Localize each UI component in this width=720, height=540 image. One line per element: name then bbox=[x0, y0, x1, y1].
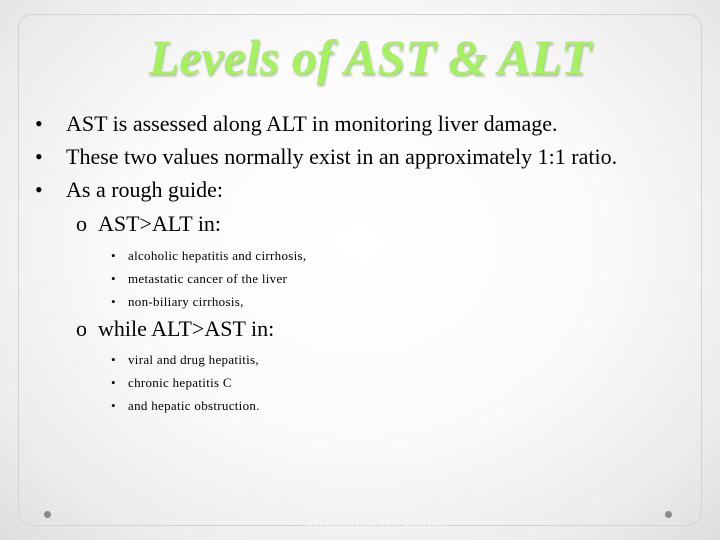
sub-bullet-text: while ALT>AST in: bbox=[98, 316, 275, 341]
nested-bullet-text: viral and drug hepatitis, bbox=[128, 352, 259, 367]
nested-bullet-text: alcoholic hepatitis and cirrhosis, bbox=[128, 248, 307, 263]
nested-bullet-marker: • bbox=[111, 271, 116, 286]
nested-bullet-marker: • bbox=[111, 294, 116, 309]
nested-bullet-text: and hepatic obstruction. bbox=[128, 398, 260, 413]
nested-bullet-marker: • bbox=[111, 352, 116, 367]
bullet-text: These two values normally exist in an approximately 1:1 ratio. bbox=[66, 144, 618, 169]
sub-bullet-marker: o bbox=[76, 316, 87, 341]
bullet-marker: • bbox=[35, 177, 43, 202]
slide-frame bbox=[18, 14, 702, 526]
slide-title: Levels of AST & ALT bbox=[148, 29, 592, 85]
bullet-marker: • bbox=[35, 144, 43, 169]
nested-bullet-text: metastatic cancer of the liver bbox=[128, 271, 288, 286]
bullet-text: AST is assessed along ALT in monitoring liver damage. bbox=[66, 111, 558, 136]
nested-bullet-text: non-biliary cirrhosis, bbox=[128, 294, 244, 309]
bullet-marker: • bbox=[35, 111, 43, 136]
nested-bullet-text: chronic hepatitis C bbox=[128, 375, 232, 390]
sub-bullet-text: AST>ALT in: bbox=[98, 211, 222, 236]
slide-footer: Mohammed Laqqan bbox=[303, 512, 449, 532]
sub-bullet-marker: o bbox=[76, 211, 87, 236]
bullet-text: As a rough guide: bbox=[66, 177, 224, 202]
nested-bullet-marker: • bbox=[111, 375, 116, 390]
nested-bullet-marker: • bbox=[111, 248, 116, 263]
nested-bullet-marker: • bbox=[111, 398, 116, 413]
